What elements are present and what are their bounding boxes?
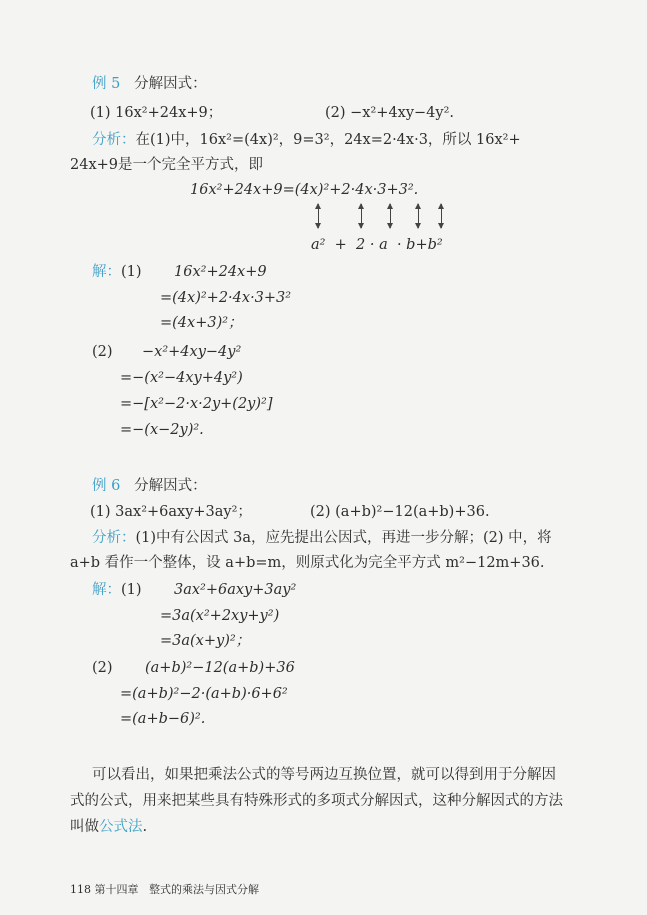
solution-step: =3a(x²+2xy+y²) [160, 608, 280, 624]
analysis-text: 24x+9是一个完全平方式，即 [70, 157, 264, 173]
double-arrow-icon [390, 204, 391, 228]
part-label: (1) [121, 264, 142, 280]
example-label: 例 5 [92, 76, 121, 92]
analysis [92, 528, 552, 548]
identity-equation: 16x²+24x+9=(4x)²+2·4x·3+3². [190, 182, 419, 198]
solution-1 [92, 262, 142, 282]
analysis-label: 分析： [92, 132, 136, 148]
text: 叫做 [70, 819, 99, 835]
double-arrow-icon [361, 204, 362, 228]
conclusion-text: 式的公式，用来把某些具有特殊形式的多项式分解因式，这种分解因式的方法 [70, 793, 563, 809]
analysis [92, 130, 521, 150]
solution-step: =(4x)²+2·4x·3+3² [160, 290, 292, 306]
page-number: 118 [70, 883, 91, 896]
text: . [142, 819, 148, 835]
solution-step: =(a+b−6)². [120, 711, 206, 727]
double-arrow-icon [318, 204, 319, 228]
example-title: 分解因式： [134, 478, 207, 494]
analysis-text: (1)中有公因式 3a，应先提出公因式，再进一步分解；(2) 中，将 [135, 530, 552, 546]
problem-1: (1) 16x²+24x+9； [90, 105, 223, 121]
example-label: 例 6 [92, 478, 121, 494]
solution-step: =−(x−2y)². [120, 422, 204, 438]
solution-step: (a+b)²−12(a+b)+36 [145, 660, 295, 676]
chapter-number: 第十四章 [94, 883, 139, 896]
solution-1 [92, 580, 142, 600]
analysis-text: a+b 看作一个整体，设 a+b=m，则原式化为完全平方式 m²−12m+36. [70, 555, 545, 571]
solution-step: =−[x²−2·x·2y+(2y)²] [120, 396, 273, 412]
part-label: (1) [121, 582, 142, 598]
solution-step: =(4x+3)²； [160, 315, 243, 331]
conclusion-text [70, 817, 147, 837]
analysis-label: 分析： [92, 530, 136, 546]
conclusion-text: 可以看出，如果把乘法公式的等号两边互换位置，就可以得到用于分解因 [92, 767, 556, 783]
solution-label: 解： [92, 582, 121, 598]
solution-step: 16x²+24x+9 [174, 264, 267, 280]
double-arrow-icon [441, 204, 442, 228]
solution-label: 解： [92, 264, 121, 280]
key-term: 公式法 [99, 819, 143, 835]
solution-step: =(a+b)²−2·(a+b)·6+6² [120, 686, 288, 702]
example5-heading [92, 74, 207, 94]
chapter-title: 整式的乘法与因式分解 [149, 883, 259, 896]
page-footer [70, 880, 259, 900]
part-label: (2) [92, 660, 113, 676]
problem-2: (2) (a+b)²−12(a+b)+36. [310, 504, 490, 520]
double-arrow-icon [418, 204, 419, 228]
problem-1: (1) 3ax²+6axy+3ay²； [90, 504, 252, 520]
example-title: 分解因式： [134, 76, 207, 92]
solution-step: =3a(x+y)²； [160, 633, 251, 649]
part-label: (2) [92, 344, 113, 360]
solution-step: 3ax²+6axy+3ay² [174, 582, 297, 598]
analysis-text: 在(1)中，16x²=(4x)²，9=3²，24x=2·4x·3，所以 16x²+ [135, 132, 521, 148]
formula-mapping: a² + 2 · a · b+b² [311, 237, 443, 253]
solution-step: =−(x²−4xy+4y²) [120, 370, 243, 386]
example6-heading [92, 476, 207, 496]
problem-2: (2) −x²+4xy−4y². [325, 105, 455, 121]
solution-step: −x²+4xy−4y² [142, 344, 242, 360]
